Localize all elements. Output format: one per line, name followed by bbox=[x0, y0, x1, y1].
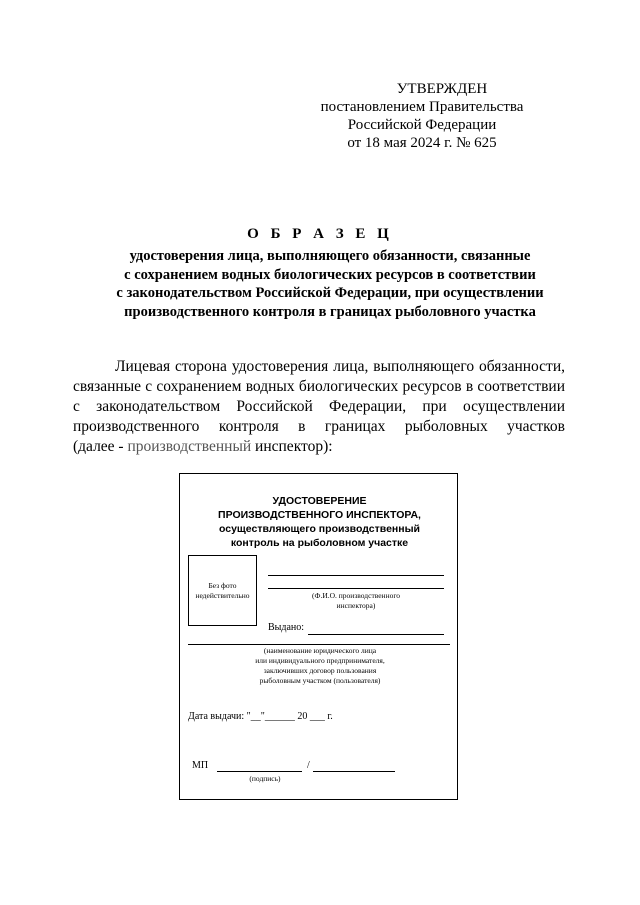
signature-line bbox=[217, 771, 302, 772]
body-line: производственного контроля в границах рыболовных участков bbox=[73, 418, 565, 435]
certificate-title-line: осуществляющего производственный bbox=[218, 523, 421, 535]
slash-separator: / bbox=[307, 760, 310, 771]
organization-caption bbox=[220, 646, 420, 686]
fio-caption-line: (Ф.И.О. производственного bbox=[312, 591, 400, 600]
photo-caption: недействительно bbox=[195, 591, 250, 600]
fio-caption-line: инспектора) bbox=[336, 601, 376, 610]
organization-line bbox=[188, 644, 450, 645]
title-line: с законодательством Российской Федерации, при осуществлении bbox=[116, 285, 544, 301]
photo-caption: Без фото bbox=[208, 581, 237, 590]
fio-caption bbox=[268, 591, 444, 611]
signature-caption: (подпись) bbox=[249, 774, 281, 783]
document-heading: О Б Р А З Е Ц bbox=[247, 226, 393, 242]
certificate-title bbox=[180, 494, 459, 550]
body-line-start: (далее - bbox=[73, 438, 128, 455]
fio-line-1 bbox=[268, 575, 444, 576]
issued-label: Выдано: bbox=[268, 622, 305, 633]
organization-caption-line: или индивидуального предпринимателя, bbox=[255, 656, 385, 665]
fio-line-2 bbox=[268, 588, 444, 589]
issue-date-label: Дата выдачи: "__"______ 20 ___ г. bbox=[188, 711, 333, 722]
approval-date: от 18 мая 2024 г. № 625 bbox=[347, 135, 497, 151]
title-line: производственного контроля в границах рыболовного участка bbox=[124, 303, 536, 320]
body-line-grey: производственный bbox=[127, 438, 252, 455]
body-line: связанные с сохранением водных биологических ресурсов в соответствии bbox=[73, 378, 565, 395]
organization-caption-line: (наименование юридического лица bbox=[263, 646, 377, 655]
approval-block bbox=[312, 80, 532, 152]
organization-caption-line: рыболовным участком (пользователя) bbox=[259, 676, 381, 685]
stamp-label: МП bbox=[192, 760, 209, 771]
certificate-sample bbox=[179, 473, 458, 800]
document-title bbox=[60, 247, 600, 321]
issued-line bbox=[308, 634, 444, 635]
organization-caption-line: заключивших договор пользования bbox=[263, 666, 377, 675]
body-line: с законодательством Российской Федерации, при осуществлении bbox=[73, 398, 565, 415]
name-line bbox=[313, 771, 395, 772]
photo-placeholder bbox=[188, 555, 257, 626]
body-paragraph bbox=[73, 357, 565, 457]
body-line bbox=[73, 437, 565, 457]
certificate-title-line: контроль на рыболовном участке bbox=[230, 537, 409, 549]
title-line: с сохранением водных биологических ресурсов в соответствии bbox=[124, 266, 536, 283]
certificate-title-line: ПРОИЗВОДСТВЕННОГО ИНСПЕКТОРА, bbox=[218, 509, 421, 521]
approval-government: Российской Федерации bbox=[347, 117, 497, 133]
body-line: Лицевая сторона удостоверения лица, выполняющего обязанности, bbox=[115, 358, 565, 375]
approval-approved: УТВЕРЖДЕН bbox=[396, 81, 488, 97]
approval-decree: постановлением Правительства bbox=[320, 99, 524, 115]
title-line: удостоверения лица, выполняющего обязанности, связанные bbox=[129, 248, 531, 264]
certificate-title-line: УДОСТОВЕРЕНИЕ bbox=[272, 495, 367, 507]
body-line-end: инспектор): bbox=[251, 438, 333, 455]
